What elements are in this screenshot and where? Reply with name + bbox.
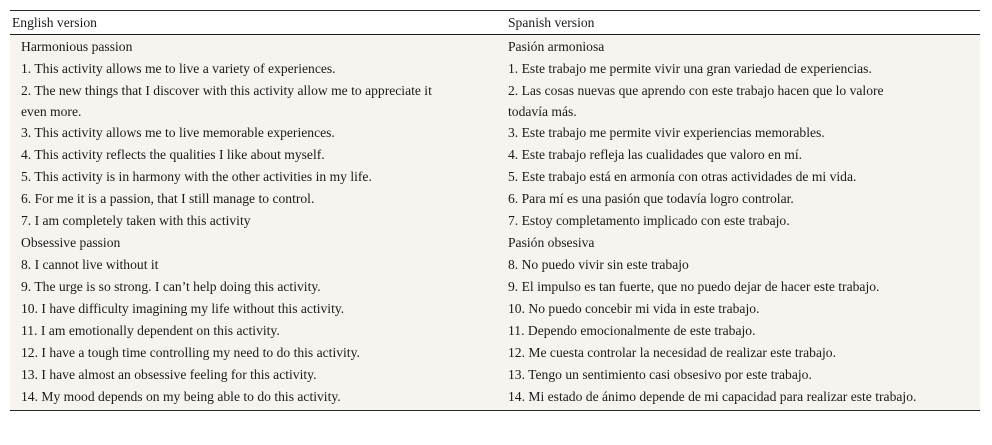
cell-english: 14. My mood depends on my being able to do this activity. [21, 389, 341, 404]
table-row [10, 122, 980, 144]
cell-english: 8. I cannot live without it [21, 257, 159, 272]
cell-spanish: 1. Este trabajo me permite vivir una gran variedad de experiencias. [508, 61, 872, 76]
cell-english: 9. The urge is so strong. I can’t help doing this activity. [21, 279, 321, 294]
cell-english: 11. I am emotionally dependent on this activity. [21, 323, 280, 338]
table-row [10, 188, 980, 210]
cell-spanish: 14. Mi estado de ánimo depende de mi capacidad para realizar este trabajo. [508, 389, 917, 404]
table-row [10, 386, 980, 407]
table-body [10, 35, 980, 410]
cell-spanish: 7. Estoy completamento implicado con este trabajo. [508, 213, 790, 228]
table-row-section-harmonious [10, 36, 980, 58]
cell-english: 4. This activity reflects the qualities I like about myself. [21, 147, 325, 162]
cell-spanish: 9. El impulso es tan fuerte, que no puedo dejar de hacer este trabajo. [508, 279, 880, 294]
table-header [10, 11, 980, 34]
header-spanish: Spanish version [508, 15, 595, 30]
cell-spanish: 6. Para mí es una pasión que todavía logro controlar. [508, 191, 794, 206]
table-row [10, 320, 980, 342]
cell-english: 12. I have a tough time controlling my need to do this activity. [21, 345, 360, 360]
cell-spanish: 8. No puedo vivir sin este trabajo [508, 257, 689, 272]
cell-english: 3. This activity allows me to live memorable experiences. [21, 125, 335, 140]
cell-english: Harmonious passion [21, 39, 133, 54]
cell-spanish: 12. Me cuesta controlar la necesidad de realizar este trabajo. [508, 345, 836, 360]
cell-english: 5. This activity is in harmony with the other activities in my life. [21, 169, 372, 184]
table-row [10, 254, 980, 276]
table-row [10, 210, 980, 232]
cell-english: Obsessive passion [21, 235, 121, 250]
table-bottom-rule [10, 410, 980, 411]
table-row [10, 276, 980, 298]
cell-english: 13. I have almost an obsessive feeling for this activity. [21, 367, 317, 382]
table-row-section-obsessive [10, 232, 980, 254]
table-row [10, 364, 980, 386]
header-english: English version [12, 15, 97, 30]
table-row [10, 298, 980, 320]
cell-english: 1. This activity allows me to live a variety of experiences. [21, 61, 336, 76]
cell-spanish: 11. Dependo emocionalmente de este trabajo. [508, 323, 756, 338]
cell-spanish: 10. No puedo concebir mi vida in este trabajo. [508, 301, 760, 316]
cell-english: 6. For me it is a passion, that I still manage to control. [21, 191, 315, 206]
table-row [10, 144, 980, 166]
cell-english: 7. I am completely taken with this activity [21, 213, 251, 228]
cell-spanish: 5. Este trabajo está en armonía con otras actividades de mi vida. [508, 169, 857, 184]
cell-spanish: 2. Las cosas nuevas que aprendo con este trabajo hacen que lo valore todavía más. [508, 83, 884, 119]
table-row [10, 80, 980, 122]
table-row [10, 342, 980, 364]
cell-english: 2. The new things that I discover with this activity allow me to appreciate it even more. [21, 83, 432, 119]
cell-spanish: 3. Este trabajo me permite vivir experiencias memorables. [508, 125, 825, 140]
passion-scale-table [10, 10, 980, 411]
table-row [10, 58, 980, 80]
cell-spanish: 13. Tengo un sentimiento casi obsesivo por este trabajo. [508, 367, 812, 382]
cell-spanish: Pasión obsesiva [508, 235, 595, 250]
cell-spanish: 4. Este trabajo refleja las cualidades que valoro en mí. [508, 147, 803, 162]
cell-english: 10. I have difficulty imagining my life without this activity. [21, 301, 345, 316]
cell-spanish: Pasión armoniosa [508, 39, 605, 54]
table-row [10, 166, 980, 188]
